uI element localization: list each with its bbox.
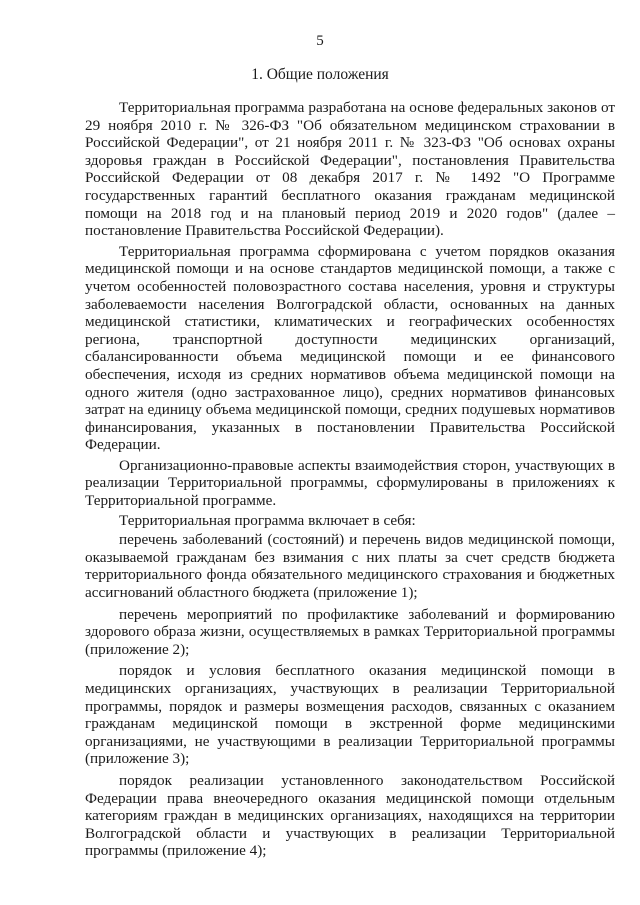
list-item-appendix-1: перечень заболеваний (состояний) и перечень видов медицинской помощи, оказываемой гражданам без взимания с них платы за счет средств бюджета территориального фонда обязательного медицинского страхования и бюджетных ассигнований областного бюджета (приложение 1); [85,531,615,602]
paragraph-organizational-aspects: Организационно-правовые аспекты взаимодействия сторон, участвующих в реализации Территориальной программы, сформулированы в приложениях к Территориальной программе. [85,456,615,510]
paragraph-includes: Территориальная программа включает в себя: [119,511,416,529]
section-title: 1. Общие положения [251,66,389,83]
list-item-appendix-3: порядок и условия бесплатного оказания медицинской помощи в медицинских организациях, участвующих в реализации Территориальной программы, порядок и размеры возмещения расходов, связанных с оказанием гражданам медицинской помощи в экстренной форме медицинскими организациями, не участвующими в реализации Территориальной программы (приложение 3); [85,662,615,768]
list-item-appendix-4: порядок реализации установленного законодательством Российской Федерации права внеочередного оказания медицинской помощи отдельным категориям граждан в медицинских организациях, находящихся на территории Волгоградской области и участвующих в реализации Территориальной программы (приложение 4); [85,771,615,860]
paragraph-legal-basis: Территориальная программа разработана на основе федеральных законов от 29 ноября 2010 г. № 326-ФЗ "Об обязательном медицинском страховании в Российской Федерации", от 21 ноября 2011 г. № 323-ФЗ "Об основах охраны здоровья граждан в Российской Федерации", постановления Правительства Российской Федерации от 08 декабря 2017 г. № 1492 "О Программе государственных гарантий бесплатного оказания гражданам медицинской помощи на 2018 год и на плановый период 2019 и 2020 годов" (далее – постановление Правительства Российской Федерации). [85,99,615,240]
document-body [85,99,615,860]
list-item-appendix-2: перечень мероприятий по профилактике заболеваний и формированию здорового образа жизни, осуществляемых в рамках Территориальной программы (приложение 2); [85,605,615,658]
page-number: 5 [316,33,324,49]
paragraph-formation: Территориальная программа сформирована с учетом порядков оказания медицинской помощи и на основе стандартов медицинской помощи, а также с учетом особенностей половозрастного состава населения, уровня и структуры заболеваемости населения Волгоградской области, основанных на данных медицинской статистики, климатических и географических особенностях региона, транспортной доступности медицинских организаций, сбалансированности объема медицинской помощи и ее финансового обеспечения, исходя из средних нормативов объема медицинской помощи на одного жителя (одно застрахованное лицо), средних нормативов финансовых затрат на единицу объема медицинской помощи, средних подушевых нормативов финансирования, указанных в постановлении Правительства Российской Федерации. [85,242,615,454]
